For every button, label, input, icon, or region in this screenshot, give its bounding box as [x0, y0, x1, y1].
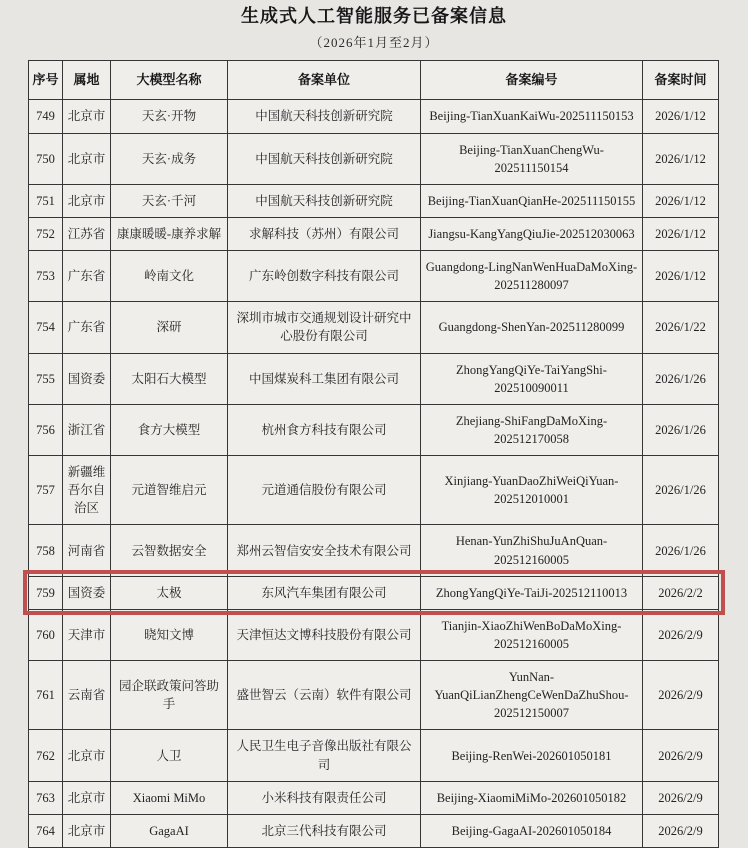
cell-filing-date: 2026/1/12	[643, 184, 719, 217]
cell-model-name: 人卫	[111, 730, 228, 781]
page-title: 生成式人工智能服务已备案信息	[241, 6, 507, 26]
cell-region: 国资委	[63, 353, 111, 404]
cell-region: 广东省	[63, 251, 111, 302]
cell-serial-number: 751	[29, 184, 63, 217]
cell-filing-unit: 人民卫生电子音像出版社有限公司	[228, 730, 421, 781]
cell-filing-number: Guangdong-ShenYan-202511280099	[421, 302, 643, 353]
cell-filing-date: 2026/2/9	[643, 814, 719, 847]
cell-filing-number: ZhongYangQiYe-TaiJi-202512110013	[421, 576, 643, 609]
table-row	[29, 404, 719, 455]
cell-model-name: 天玄·成务	[111, 133, 228, 184]
cell-serial-number: 758	[29, 525, 63, 576]
cell-filing-number: Jiangsu-KangYangQiuJie-202512030063	[421, 217, 643, 250]
table-row	[29, 302, 719, 353]
table-row	[29, 184, 719, 217]
cell-filing-unit: 中国航天科技创新研究院	[228, 133, 421, 184]
cell-model-name: 太阳石大模型	[111, 353, 228, 404]
cell-filing-unit: 盛世智云（云南）软件有限公司	[228, 661, 421, 730]
cell-region: 广东省	[63, 302, 111, 353]
cell-model-name: 深研	[111, 302, 228, 353]
table-row	[29, 781, 719, 814]
table-header-row	[29, 60, 719, 100]
cell-serial-number: 750	[29, 133, 63, 184]
header-filing-unit: 备案单位	[228, 60, 421, 100]
header-filing-date: 备案时间	[643, 60, 719, 100]
cell-filing-unit: 中国航天科技创新研究院	[228, 100, 421, 133]
cell-filing-date: 2026/1/26	[643, 353, 719, 404]
cell-filing-unit: 中国煤炭科工集团有限公司	[228, 353, 421, 404]
cell-filing-unit: 北京三代科技有限公司	[228, 814, 421, 847]
cell-model-name: 晓知文博	[111, 609, 228, 660]
cell-serial-number: 754	[29, 302, 63, 353]
cell-serial-number: 757	[29, 456, 63, 525]
cell-model-name: 园企联政策问答助手	[111, 661, 228, 730]
cell-region: 浙江省	[63, 404, 111, 455]
cell-region: 云南省	[63, 661, 111, 730]
cell-serial-number: 761	[29, 661, 63, 730]
cell-model-name: 太极	[111, 576, 228, 609]
cell-filing-date: 2026/1/26	[643, 525, 719, 576]
cell-model-name: GagaAI	[111, 814, 228, 847]
cell-filing-number: Guangdong-LingNanWenHuaDaMoXing-202511280097	[421, 251, 643, 302]
cell-region: 北京市	[63, 100, 111, 133]
header-serial-number: 序号	[29, 60, 63, 100]
cell-filing-unit: 东风汽车集团有限公司	[228, 576, 421, 609]
cell-region: 北京市	[63, 730, 111, 781]
cell-serial-number: 752	[29, 217, 63, 250]
cell-region: 江苏省	[63, 217, 111, 250]
cell-filing-number: Xinjiang-YuanDaoZhiWeiQiYuan-202512010001	[421, 456, 643, 525]
table-row-highlighted	[29, 576, 719, 609]
cell-region: 河南省	[63, 525, 111, 576]
cell-filing-unit: 天津恒达文博科技股份有限公司	[228, 609, 421, 660]
cell-filing-unit: 小米科技有限责任公司	[228, 781, 421, 814]
cell-filing-unit: 元道通信股份有限公司	[228, 456, 421, 525]
cell-filing-date: 2026/1/12	[643, 100, 719, 133]
cell-filing-date: 2026/1/12	[643, 133, 719, 184]
cell-region: 天津市	[63, 609, 111, 660]
header-model-name: 大模型名称	[111, 60, 228, 100]
cell-filing-unit: 中国航天科技创新研究院	[228, 184, 421, 217]
cell-filing-number: Beijing-TianXuanChengWu-202511150154	[421, 133, 643, 184]
cell-model-name: 云智数据安全	[111, 525, 228, 576]
header-region: 属地	[63, 60, 111, 100]
header-filing-number: 备案编号	[421, 60, 643, 100]
cell-filing-date: 2026/2/9	[643, 781, 719, 814]
cell-filing-number: Beijing-TianXuanKaiWu-202511150153	[421, 100, 643, 133]
registration-table	[28, 60, 719, 848]
cell-filing-number: Tianjin-XiaoZhiWenBoDaMoXing-202512160005	[421, 609, 643, 660]
table-row	[29, 661, 719, 730]
table-row	[29, 251, 719, 302]
table-row	[29, 609, 719, 660]
cell-filing-number: Beijing-XiaomiMiMo-202601050182	[421, 781, 643, 814]
cell-region: 新疆维吾尔自治区	[63, 456, 111, 525]
cell-filing-date: 2026/1/22	[643, 302, 719, 353]
cell-filing-date: 2026/1/26	[643, 404, 719, 455]
cell-serial-number: 753	[29, 251, 63, 302]
cell-serial-number: 749	[29, 100, 63, 133]
cell-filing-date: 2026/2/9	[643, 661, 719, 730]
table-row	[29, 525, 719, 576]
cell-region: 北京市	[63, 814, 111, 847]
cell-filing-number: YunNan-YuanQiLianZhengCeWenDaZhuShou-202512150007	[421, 661, 643, 730]
cell-filing-number: Beijing-RenWei-202601050181	[421, 730, 643, 781]
table-row	[29, 133, 719, 184]
cell-region: 北京市	[63, 133, 111, 184]
cell-model-name: 天玄·开物	[111, 100, 228, 133]
cell-filing-unit: 杭州食方科技有限公司	[228, 404, 421, 455]
table-row	[29, 353, 719, 404]
cell-filing-number: Henan-YunZhiShuJuAnQuan-202512160005	[421, 525, 643, 576]
cell-filing-number: ZhongYangQiYe-TaiYangShi-202510090011	[421, 353, 643, 404]
cell-filing-unit: 郑州云智信安安全技术有限公司	[228, 525, 421, 576]
cell-filing-date: 2026/2/9	[643, 730, 719, 781]
cell-model-name: 元道智维启元	[111, 456, 228, 525]
cell-filing-number: Beijing-TianXuanQianHe-202511150155	[421, 184, 643, 217]
cell-filing-date: 2026/1/26	[643, 456, 719, 525]
cell-model-name: 康康暖暖-康养求解	[111, 217, 228, 250]
cell-serial-number: 756	[29, 404, 63, 455]
cell-filing-number: Zhejiang-ShiFangDaMoXing-202512170058	[421, 404, 643, 455]
table-body	[29, 100, 719, 848]
cell-region: 国资委	[63, 576, 111, 609]
cell-filing-date: 2026/2/2	[643, 576, 719, 609]
cell-serial-number: 755	[29, 353, 63, 404]
cell-model-name: 食方大模型	[111, 404, 228, 455]
cell-serial-number: 760	[29, 609, 63, 660]
cell-filing-date: 2026/2/9	[643, 609, 719, 660]
cell-filing-unit: 求解科技（苏州）有限公司	[228, 217, 421, 250]
table-row	[29, 217, 719, 250]
cell-filing-date: 2026/1/12	[643, 251, 719, 302]
cell-serial-number: 762	[29, 730, 63, 781]
cell-serial-number: 764	[29, 814, 63, 847]
table-row	[29, 730, 719, 781]
table-row	[29, 814, 719, 847]
cell-region: 北京市	[63, 184, 111, 217]
cell-filing-number: Beijing-GagaAI-202601050184	[421, 814, 643, 847]
table-row	[29, 100, 719, 133]
cell-serial-number: 763	[29, 781, 63, 814]
cell-filing-unit: 深圳市城市交通规划设计研究中心股份有限公司	[228, 302, 421, 353]
cell-model-name: Xiaomi MiMo	[111, 781, 228, 814]
cell-filing-date: 2026/1/12	[643, 217, 719, 250]
cell-region: 北京市	[63, 781, 111, 814]
table-row	[29, 456, 719, 525]
cell-serial-number: 759	[29, 576, 63, 609]
page-subtitle: （2026年1月至2月）	[309, 34, 439, 50]
cell-model-name: 岭南文化	[111, 251, 228, 302]
cell-filing-unit: 广东岭创数字科技有限公司	[228, 251, 421, 302]
cell-model-name: 天玄·千河	[111, 184, 228, 217]
